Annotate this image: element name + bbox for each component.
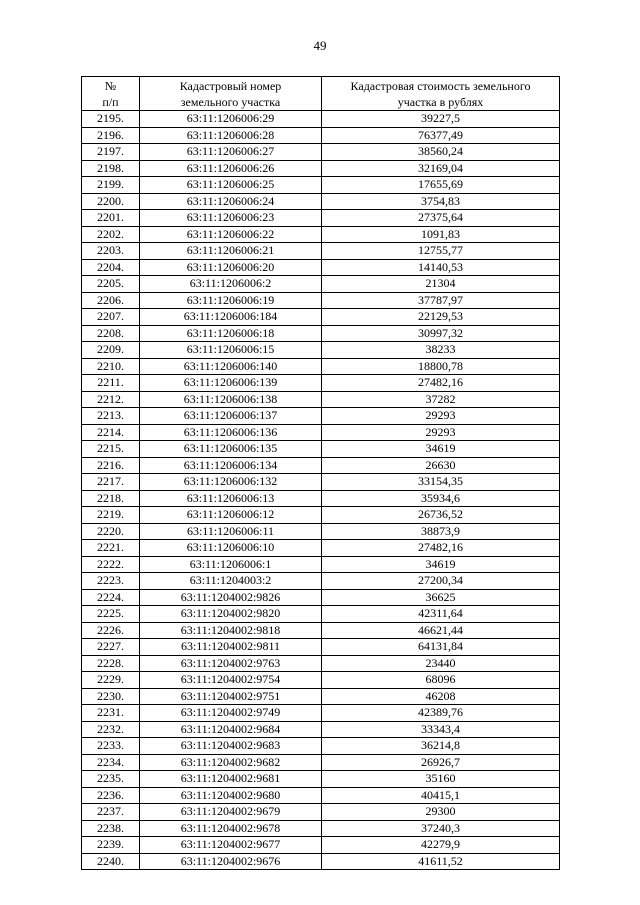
cadastral-number-cell: 63:11:1206006:134 — [140, 457, 322, 474]
row-number-cell: 2200. — [82, 193, 140, 210]
row-number-cell: 2239. — [82, 837, 140, 854]
cadastral-value-cell: 33343,4 — [322, 721, 560, 738]
cadastral-number-cell: 63:11:1206006:13 — [140, 490, 322, 507]
row-number-cell: 2197. — [82, 144, 140, 161]
table-row — [82, 589, 560, 606]
table-row — [82, 408, 560, 425]
cadastral-value-cell: 35160 — [322, 771, 560, 788]
table-row — [82, 837, 560, 854]
table-row — [82, 309, 560, 326]
header-cadastral-value — [322, 77, 560, 111]
header-line: земельного участка — [180, 94, 281, 109]
cadastral-number-cell: 63:11:1206006:24 — [140, 193, 322, 210]
row-number-cell: 2228. — [82, 655, 140, 672]
table-row — [82, 276, 560, 293]
cadastral-value-cell: 12755,77 — [322, 243, 560, 260]
cadastral-number-cell: 63:11:1204002:9826 — [140, 589, 322, 606]
table-row — [82, 507, 560, 524]
cadastral-number-cell: 63:11:1204002:9754 — [140, 672, 322, 689]
table-row — [82, 474, 560, 491]
row-number-cell: 2202. — [82, 226, 140, 243]
cadastral-number-cell: 63:11:1204002:9763 — [140, 655, 322, 672]
cadastral-value-cell: 29293 — [322, 424, 560, 441]
cadastral-number-cell: 63:11:1206006:20 — [140, 259, 322, 276]
cadastral-value-cell: 41611,52 — [322, 853, 560, 870]
cadastral-number-cell: 63:11:1206006:184 — [140, 309, 322, 326]
table-row — [82, 622, 560, 639]
row-number-cell: 2213. — [82, 408, 140, 425]
table-row — [82, 787, 560, 804]
row-number-cell: 2199. — [82, 177, 140, 194]
cadastral-number-cell: 63:11:1206006:23 — [140, 210, 322, 227]
cadastral-value-cell: 36625 — [322, 589, 560, 606]
row-number-cell: 2203. — [82, 243, 140, 260]
row-number-cell: 2198. — [82, 160, 140, 177]
row-number-cell: 2225. — [82, 606, 140, 623]
cadastral-value-cell: 23440 — [322, 655, 560, 672]
table-row — [82, 210, 560, 227]
row-number-cell: 2216. — [82, 457, 140, 474]
cadastral-number-cell: 63:11:1206006:21 — [140, 243, 322, 260]
row-number-cell: 2215. — [82, 441, 140, 458]
cadastral-value-cell: 39227,5 — [322, 111, 560, 128]
cadastral-value-cell: 29293 — [322, 408, 560, 425]
table-row — [82, 771, 560, 788]
cadastral-value-cell: 36214,8 — [322, 738, 560, 755]
cadastral-value-cell: 30997,32 — [322, 325, 560, 342]
cadastral-number-cell: 63:11:1204002:9684 — [140, 721, 322, 738]
cadastral-number-cell: 63:11:1206006:27 — [140, 144, 322, 161]
row-number-cell: 2221. — [82, 540, 140, 557]
cadastral-value-cell: 38873,9 — [322, 523, 560, 540]
cadastral-value-cell: 76377,49 — [322, 127, 560, 144]
table-row — [82, 177, 560, 194]
row-number-cell: 2233. — [82, 738, 140, 755]
cadastral-number-cell: 63:11:1204002:9811 — [140, 639, 322, 656]
cadastral-value-cell: 27375,64 — [322, 210, 560, 227]
cadastral-number-cell: 63:11:1206006:25 — [140, 177, 322, 194]
cadastral-number-cell: 63:11:1206006:136 — [140, 424, 322, 441]
table-body — [82, 111, 560, 870]
cadastral-number-cell: 63:11:1204002:9678 — [140, 820, 322, 837]
header-line: Кадастровая стоимость земельного — [350, 78, 531, 93]
header-line: п/п — [102, 94, 119, 109]
cadastral-value-cell: 3754,83 — [322, 193, 560, 210]
cadastral-number-cell: 63:11:1206006:28 — [140, 127, 322, 144]
row-number-cell: 2235. — [82, 771, 140, 788]
cadastral-number-cell: 63:11:1204002:9681 — [140, 771, 322, 788]
table-row — [82, 804, 560, 821]
cadastral-value-cell: 26926,7 — [322, 754, 560, 771]
table-row — [82, 639, 560, 656]
table-header-row — [82, 77, 560, 111]
cadastral-value-cell: 27200,34 — [322, 573, 560, 590]
table-row — [82, 853, 560, 870]
row-number-cell: 2207. — [82, 309, 140, 326]
cadastral-value-cell: 27482,16 — [322, 540, 560, 557]
table-row — [82, 259, 560, 276]
cadastral-number-cell: 63:11:1206006:1 — [140, 556, 322, 573]
cadastral-value-cell: 18800,78 — [322, 358, 560, 375]
row-number-cell: 2220. — [82, 523, 140, 540]
cadastral-value-cell: 26630 — [322, 457, 560, 474]
cadastral-value-cell: 27482,16 — [322, 375, 560, 392]
row-number-cell: 2238. — [82, 820, 140, 837]
row-number-cell: 2218. — [82, 490, 140, 507]
row-number-cell: 2234. — [82, 754, 140, 771]
row-number-cell: 2237. — [82, 804, 140, 821]
cadastral-value-cell: 42311,64 — [322, 606, 560, 623]
table-row — [82, 226, 560, 243]
cadastral-number-cell: 63:11:1206006:132 — [140, 474, 322, 491]
cadastral-value-cell: 42389,76 — [322, 705, 560, 722]
row-number-cell: 2223. — [82, 573, 140, 590]
cadastral-value-cell: 37787,97 — [322, 292, 560, 309]
row-number-cell: 2227. — [82, 639, 140, 656]
cadastral-number-cell: 63:11:1204002:9679 — [140, 804, 322, 821]
row-number-cell: 2212. — [82, 391, 140, 408]
cadastral-number-cell: 63:11:1206006:2 — [140, 276, 322, 293]
row-number-cell: 2211. — [82, 375, 140, 392]
cadastral-value-cell: 32169,04 — [322, 160, 560, 177]
table-row — [82, 193, 560, 210]
row-number-cell: 2196. — [82, 127, 140, 144]
table-row — [82, 606, 560, 623]
header-row-number — [82, 77, 140, 111]
cadastral-value-cell: 38233 — [322, 342, 560, 359]
table-row — [82, 424, 560, 441]
cadastral-number-cell: 63:11:1206006:138 — [140, 391, 322, 408]
table-row — [82, 325, 560, 342]
cadastral-number-cell: 63:11:1204002:9751 — [140, 688, 322, 705]
table-row — [82, 754, 560, 771]
page-number: 49 — [313, 38, 327, 53]
cadastral-number-cell: 63:11:1206006:29 — [140, 111, 322, 128]
table-row — [82, 738, 560, 755]
cadastral-number-cell: 63:11:1204002:9677 — [140, 837, 322, 854]
table-row — [82, 342, 560, 359]
table-row — [82, 144, 560, 161]
cadastral-number-cell: 63:11:1206006:18 — [140, 325, 322, 342]
row-number-cell: 2219. — [82, 507, 140, 524]
row-number-cell: 2204. — [82, 259, 140, 276]
header-line: Кадастровый номер — [179, 78, 282, 93]
cadastral-number-cell: 63:11:1204002:9680 — [140, 787, 322, 804]
table-row — [82, 672, 560, 689]
table-row — [82, 688, 560, 705]
cadastral-value-cell: 22129,53 — [322, 309, 560, 326]
row-number-cell: 2208. — [82, 325, 140, 342]
table-row — [82, 243, 560, 260]
row-number-cell: 2222. — [82, 556, 140, 573]
table-row — [82, 721, 560, 738]
row-number-cell: 2226. — [82, 622, 140, 639]
cadastral-value-cell: 34619 — [322, 556, 560, 573]
cadastral-number-cell: 63:11:1206006:137 — [140, 408, 322, 425]
cadastral-number-cell: 63:11:1204003:2 — [140, 573, 322, 590]
table-row — [82, 358, 560, 375]
row-number-cell: 2209. — [82, 342, 140, 359]
cadastral-number-cell: 63:11:1204002:9818 — [140, 622, 322, 639]
row-number-cell: 2224. — [82, 589, 140, 606]
cadastral-value-cell: 14140,53 — [322, 259, 560, 276]
cadastral-number-cell: 63:11:1204002:9683 — [140, 738, 322, 755]
row-number-cell: 2229. — [82, 672, 140, 689]
row-number-cell: 2231. — [82, 705, 140, 722]
cadastral-value-cell: 1091,83 — [322, 226, 560, 243]
table-row — [82, 556, 560, 573]
cadastral-value-cell: 37240,3 — [322, 820, 560, 837]
row-number-cell: 2217. — [82, 474, 140, 491]
cadastral-number-cell: 63:11:1206006:140 — [140, 358, 322, 375]
table-row — [82, 292, 560, 309]
cadastral-number-cell: 63:11:1206006:15 — [140, 342, 322, 359]
table-row — [82, 820, 560, 837]
cadastral-value-cell: 37282 — [322, 391, 560, 408]
cadastral-value-table — [81, 76, 560, 870]
cadastral-value-cell: 40415,1 — [322, 787, 560, 804]
header-line: № — [104, 78, 117, 93]
table-row — [82, 391, 560, 408]
cadastral-value-cell: 34619 — [322, 441, 560, 458]
row-number-cell: 2195. — [82, 111, 140, 128]
row-number-cell: 2230. — [82, 688, 140, 705]
cadastral-value-cell: 26736,52 — [322, 507, 560, 524]
cadastral-value-cell: 68096 — [322, 672, 560, 689]
cadastral-value-cell: 42279,9 — [322, 837, 560, 854]
cadastral-number-cell: 63:11:1204002:9682 — [140, 754, 322, 771]
cadastral-number-cell: 63:11:1204002:9820 — [140, 606, 322, 623]
cadastral-value-cell: 21304 — [322, 276, 560, 293]
table-row — [82, 573, 560, 590]
table-row — [82, 540, 560, 557]
row-number-cell: 2201. — [82, 210, 140, 227]
row-number-cell: 2232. — [82, 721, 140, 738]
row-number-cell: 2206. — [82, 292, 140, 309]
cadastral-number-cell: 63:11:1206006:19 — [140, 292, 322, 309]
header-cadastral-number — [140, 77, 322, 111]
row-number-cell: 2236. — [82, 787, 140, 804]
cadastral-value-cell: 38560,24 — [322, 144, 560, 161]
cadastral-value-cell: 29300 — [322, 804, 560, 821]
table-row — [82, 705, 560, 722]
table-row — [82, 111, 560, 128]
row-number-cell: 2214. — [82, 424, 140, 441]
cadastral-number-cell: 63:11:1206006:26 — [140, 160, 322, 177]
row-number-cell: 2205. — [82, 276, 140, 293]
table-row — [82, 127, 560, 144]
row-number-cell: 2240. — [82, 853, 140, 870]
table-row — [82, 523, 560, 540]
cadastral-number-cell: 63:11:1206006:139 — [140, 375, 322, 392]
cadastral-number-cell: 63:11:1204002:9676 — [140, 853, 322, 870]
cadastral-number-cell: 63:11:1206006:12 — [140, 507, 322, 524]
cadastral-value-cell: 46208 — [322, 688, 560, 705]
header-line: участка в рублях — [397, 94, 484, 109]
row-number-cell: 2210. — [82, 358, 140, 375]
cadastral-value-cell: 35934,6 — [322, 490, 560, 507]
cadastral-value-cell: 64131,84 — [322, 639, 560, 656]
table-row — [82, 655, 560, 672]
cadastral-value-cell: 17655,69 — [322, 177, 560, 194]
table-row — [82, 375, 560, 392]
table-row — [82, 457, 560, 474]
table-row — [82, 441, 560, 458]
cadastral-number-cell: 63:11:1206006:22 — [140, 226, 322, 243]
cadastral-number-cell: 63:11:1206006:11 — [140, 523, 322, 540]
cadastral-number-cell: 63:11:1204002:9749 — [140, 705, 322, 722]
table-row — [82, 490, 560, 507]
cadastral-value-cell: 46621,44 — [322, 622, 560, 639]
cadastral-number-cell: 63:11:1206006:10 — [140, 540, 322, 557]
cadastral-number-cell: 63:11:1206006:135 — [140, 441, 322, 458]
cadastral-value-cell: 33154,35 — [322, 474, 560, 491]
table-row — [82, 160, 560, 177]
